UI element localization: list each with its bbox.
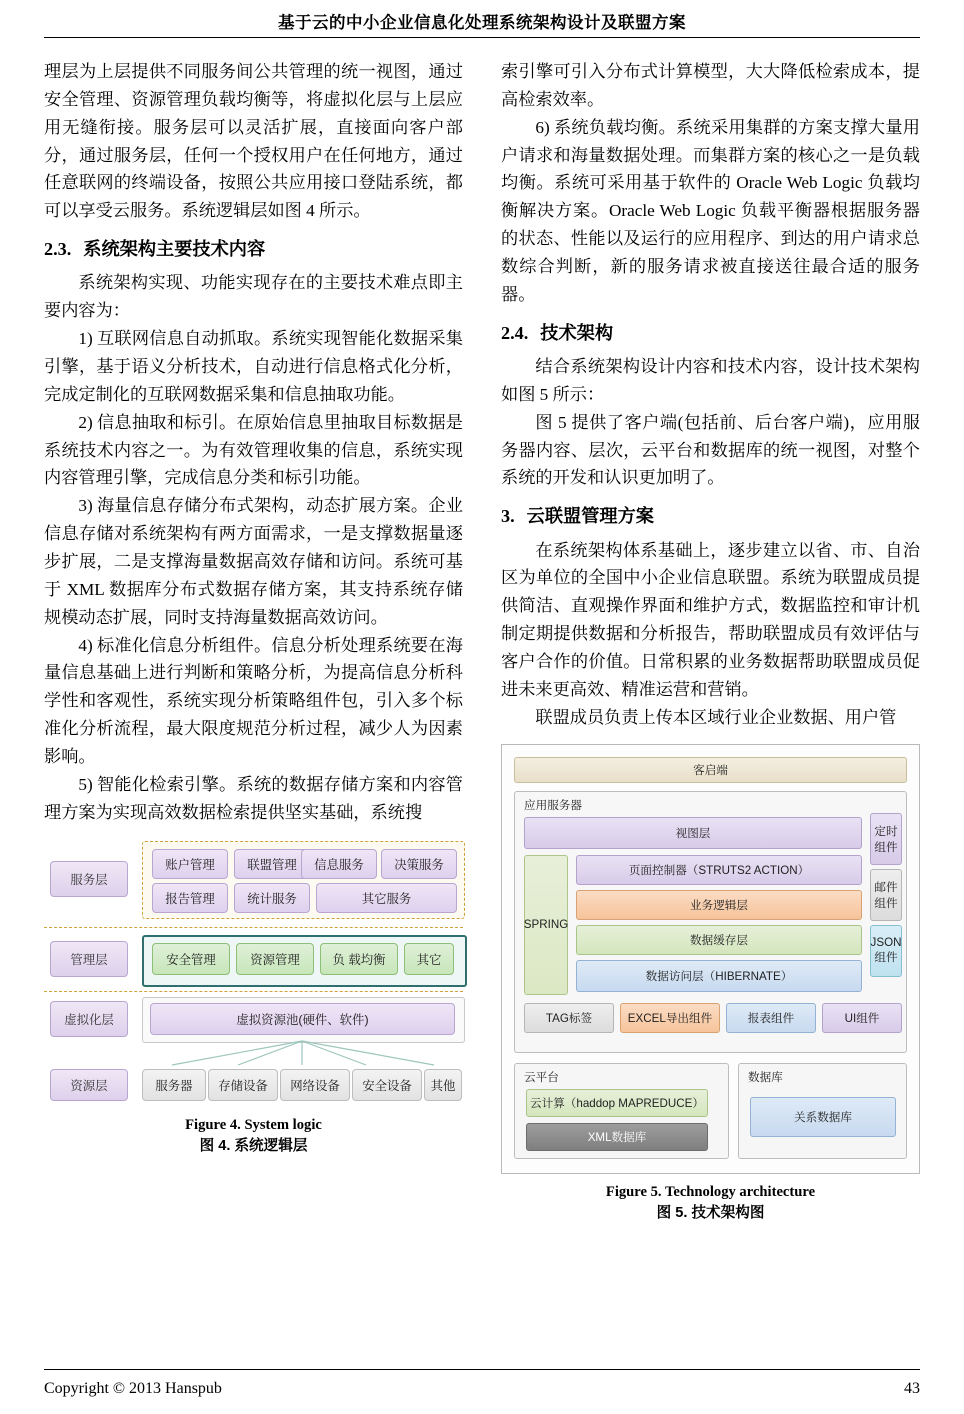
resource-storage: 存储设备 [208, 1069, 278, 1101]
figure4-divider-1 [44, 927, 463, 928]
list-item-text: 互联网信息自动抓取。系统实现智能化数据采集引擎，基于语义分析技术，自动进行信息格式化分析，完成定制化的互联网数据采集和信息抽取功能。 [44, 329, 463, 404]
database-label: 数据库 [748, 1070, 783, 1084]
tag-component-box: TAG标签 [524, 1003, 614, 1033]
list-item-text: 信息抽取和标引。在原始信息里抽取目标数据是系统技术内容之一。为有效管理收集的信息，系统实现内容管理引擎，完成信息分类和标引功能。 [44, 412, 463, 488]
service-account-mgmt: 账户管理 [152, 849, 228, 879]
right-paragraph-2: 结合系统架构设计内容和技术内容，设计技术架构如图 5 所示： [501, 357, 920, 404]
page-controller-box: 页面控制器（STRUTS2 ACTION） [576, 855, 862, 885]
list-item [501, 114, 920, 309]
figure4-divider-2 [44, 991, 463, 992]
left-column [44, 58, 463, 1224]
list-item [44, 492, 463, 631]
list-item [44, 325, 463, 409]
page-footer [44, 1380, 920, 1398]
cloud-computing-box: 云计算（haddop MAPREDUCE） [526, 1089, 708, 1117]
figure-5-caption [501, 1182, 920, 1224]
copyright-text: Copyright © 2013 Hanspub [44, 1380, 222, 1397]
running-head-rule [44, 37, 920, 38]
list-item [44, 771, 463, 827]
figure-4-caption-en: Figure 4. System logic [185, 1116, 322, 1133]
right-paragraph-3: 图 5 提供了客户端(包括前、后台客户端)，应用服务器内容、层次，云平台和数据库的统一视图，对整个系统的开发和认识更加明了。 [501, 412, 920, 488]
section-heading-2-4 [501, 320, 920, 347]
resource-security: 安全设备 [352, 1069, 422, 1101]
list-item-number: 6) [535, 117, 550, 137]
list-item-number: 2) [78, 412, 93, 432]
left-paragraph-2: 系统架构实现、功能实现存在的主要技术难点即主要内容为： [44, 273, 463, 321]
section-heading-2-3 [44, 236, 463, 263]
client-box: 客启端 [514, 757, 907, 783]
layer-label-manage: 管理层 [50, 941, 128, 977]
resource-other: 其他 [424, 1069, 462, 1101]
list-item-number: 4) [78, 635, 93, 655]
page-number: 43 [904, 1380, 920, 1397]
right-paragraph-5: 联盟成员负责上传本区域行业企业数据、用户管 [535, 707, 897, 727]
section-number: 2.3. [44, 239, 72, 260]
section-title: 技术架构 [540, 322, 614, 343]
section-title: 云联盟管理方案 [526, 506, 654, 527]
service-statistics: 统计服务 [234, 883, 310, 913]
list-item-number: 1) [78, 329, 93, 349]
right-paragraph-1: 索引擎可引入分布式计算模型，大大降低检索成本，提高检索效率。 [501, 62, 920, 109]
manage-security: 安全管理 [152, 943, 230, 975]
resource-server: 服务器 [142, 1069, 206, 1101]
figure-4-wrapper [44, 839, 463, 1157]
figure-4-diagram [44, 839, 463, 1107]
list-item-text: 海量信息存储分布式架构，动态扩展方案。企业信息存储对系统架构有两方面需求，一是支撑数据量逐步扩展，二是支撑海量数据高效存储和访问。系统可基于 XML 数据库分布式数据存储方案，其支持系统存储规模动态扩展，同时支持海量数据高效访问。 [44, 496, 463, 627]
service-report-mgmt: 报告管理 [152, 883, 228, 913]
resource-network: 网络设备 [280, 1069, 350, 1101]
right-paragraph-4: 在系统架构体系基础上，逐步建立以省、市、自治区为单位的全国中小企业信息联盟。系统为联盟成员提供简洁、直观操作界面和维护方式，数据监控和审计机制定期提供数据和分析报告，帮助联盟成员有效评估与客户合作的价值。日常积累的业务数据帮助联盟成员促进未来更高效、精准运营和营销。 [501, 540, 920, 699]
section-number: 3. [501, 506, 515, 527]
list-item-number: 3) [78, 496, 93, 516]
excel-export-component-box: EXCEL导出组件 [620, 1003, 720, 1033]
footer-rule [44, 1369, 920, 1370]
list-item-number: 5) [78, 774, 93, 794]
relational-database-box: 关系数据库 [750, 1097, 896, 1137]
report-component-box: 报表组件 [726, 1003, 816, 1033]
section-heading-3 [501, 503, 920, 530]
section-title: 系统架构主要技术内容 [83, 239, 266, 260]
xml-database-box: XML数据库 [526, 1123, 708, 1151]
service-other: 其它服务 [316, 883, 457, 913]
layer-label-service: 服务层 [50, 861, 128, 897]
json-component-box: JSON组件 [870, 925, 902, 977]
data-access-box: 数据访问层（HIBERNATE） [576, 960, 862, 992]
mail-component-box: 邮件组件 [870, 869, 902, 921]
spring-box: SPRING [524, 855, 568, 995]
virtual-resource-pool: 虚拟资源池(硬件、软件) [150, 1003, 455, 1035]
data-cache-box: 数据缓存层 [576, 925, 862, 955]
figure-4-caption [44, 1115, 463, 1157]
left-paragraph-1: 理层为上层提供不同服务间公共管理的统一视图，通过安全管理、资源管理负载均衡等，将虚拟化层与上层应用无缝衔接。服务层可以灵活扩展，直接面向客户部分，通过服务层，任何一个授权用户在任何地方，通过任意联网的终端设备，按照公共应用接口登陆系统，都可以享受云服务。系统逻辑层如图 4 所示。 [44, 62, 463, 221]
service-decision-service: 决策服务 [381, 849, 457, 879]
business-logic-box: 业务逻辑层 [576, 890, 862, 920]
manage-load-balance: 负 载均衡 [320, 943, 398, 975]
ui-component-box: UI组件 [822, 1003, 902, 1033]
app-server-label: 应用服务器 [524, 798, 582, 812]
list-item [44, 409, 463, 493]
list-item [44, 632, 463, 771]
figure-5-wrapper [501, 744, 920, 1224]
two-column-body [44, 58, 920, 1224]
figure-5-caption-en: Figure 5. Technology architecture [605, 1183, 816, 1200]
figure-5-caption-cn: 图 5. 技术架构图 [656, 1204, 765, 1221]
right-column [501, 58, 920, 1224]
service-info-service: 信息服务 [301, 849, 377, 879]
list-item-text: 智能化检索引擎。系统的数据存储方案和内容管理方案为实现高效数据检索提供坚实基础，系统搜 [44, 774, 463, 822]
layer-label-virtual: 虚拟化层 [50, 1001, 128, 1037]
figure-5-diagram [501, 744, 920, 1174]
timer-component-box: 定时组件 [870, 813, 902, 865]
figure-4-caption-cn: 图 4. 系统逻辑层 [199, 1137, 308, 1154]
manage-resource: 资源管理 [236, 943, 314, 975]
list-item-text: 标准化信息分析组件。信息分析处理系统要在海量信息基础上进行判断和策略分析，为提高信息分析科学性和客观性，系统实现分析策略组件包，引入多个标准化分析流程，最大限度规范分析过程，减少人为因素影响。 [44, 635, 463, 767]
layer-label-resource: 资源层 [50, 1069, 128, 1101]
view-layer-box: 视图层 [524, 817, 862, 849]
manage-other: 其它 [404, 943, 454, 975]
service-alliance-mgmt: 联盟管理 [234, 849, 310, 879]
section-number: 2.4. [501, 322, 529, 343]
running-head: 基于云的中小企业信息化处理系统架构设计及联盟方案 [278, 13, 686, 32]
cloud-platform-label: 云平台 [524, 1070, 559, 1084]
list-item-text: 系统负载均衡。系统采用集群的方案支撑大量用户请求和海量数据处理。而集群方案的核心之一是负载均衡。系统可采用基于软件的 Oracle Web Logic 负载均衡解决方案。Oracle Web Logic 负载平衡器根据服务器的状态、性能以及运行的应用程序、到达的用户请求总数综合判断，新的服务请求被直接送往最合适的服务器。 [501, 117, 920, 304]
